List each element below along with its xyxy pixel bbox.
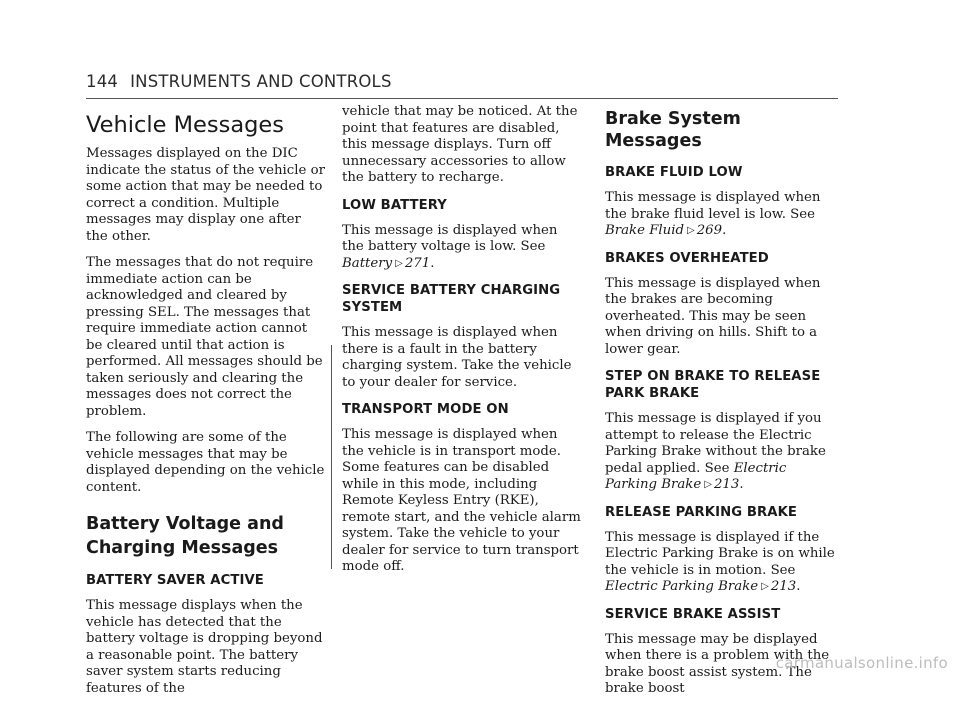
message-heading-service-battery-charging: SERVICE BATTERY CHARGING SYSTEM bbox=[342, 283, 561, 315]
paragraph: This message is displayed when the battery voltage is low. See Battery ▷ 271. bbox=[342, 222, 558, 271]
section-heading-vehicle-messages: Vehicle Messages bbox=[86, 112, 284, 138]
message-heading-brakes-overheated: BRAKES OVERHEATED bbox=[605, 250, 769, 266]
paragraph: Messages displayed on the DIC indicate the status of the vehicle or some action that may be needed to correct a condition. Multiple messages may display one after the other. bbox=[86, 146, 325, 244]
cross-reference-page[interactable]: 269 bbox=[696, 223, 723, 238]
page-ref-arrow-icon: ▷ bbox=[761, 581, 769, 592]
paragraph: This message is displayed when there is a fault in the battery charging system. Take the vehicle to your dealer for service. bbox=[342, 325, 572, 390]
cross-reference-page[interactable]: 213 bbox=[770, 579, 797, 594]
section-heading-brake-system: Brake System Messages bbox=[605, 109, 741, 151]
page-header bbox=[86, 72, 392, 91]
cross-reference-link[interactable]: Brake Fluid bbox=[605, 223, 685, 238]
paragraph: This message is displayed if the Electric Parking Brake is on while the vehicle is in motion. See Electric Parking Brake ▷ 213. bbox=[605, 529, 835, 594]
paragraph: This message is displayed if you attempt to release the Electric Parking Brake without the brake pedal applied. See Electric Parking Brake ▷ 213. bbox=[605, 411, 826, 492]
message-heading-brake-fluid-low: BRAKE FLUID LOW bbox=[605, 165, 743, 180]
paragraph: The messages that do not require immediate action can be acknowledged and cleared by pressing SEL. The messages that require immediate action cannot be cleared until that action is performed. All messages should be taken seriously and clearing the messages does not correct the problem. bbox=[86, 255, 323, 419]
message-heading-low-battery: LOW BATTERY bbox=[342, 197, 447, 213]
message-heading-release-parking-brake: RELEASE PARKING BRAKE bbox=[605, 504, 798, 520]
paragraph: This message displays when the vehicle has detected that the battery voltage is dropping beyond a reasonable point. The battery saver system starts reducing features of the bbox=[86, 598, 323, 696]
cross-reference-page[interactable]: 271 bbox=[404, 255, 431, 271]
column-2 bbox=[342, 104, 582, 586]
message-heading-service-brake-assist: SERVICE BRAKE ASSIST bbox=[605, 606, 781, 622]
column-1 bbox=[86, 104, 326, 707]
cross-reference-link[interactable]: Battery bbox=[342, 255, 393, 271]
paragraph: This message is displayed when the brake fluid level is low. See Brake Fluid ▷ 269. bbox=[605, 190, 821, 238]
page-number: 144 bbox=[86, 72, 119, 91]
page-ref-arrow-icon: ▷ bbox=[687, 225, 695, 236]
paragraph: vehicle that may be noticed. At the point that features are disabled, this message displays. Turn off unnecessary accessories to allow the battery to recharge. bbox=[342, 104, 578, 185]
message-heading-transport-mode: TRANSPORT MODE ON bbox=[342, 402, 509, 417]
page-ref-arrow-icon: ▷ bbox=[395, 257, 403, 269]
header-rule bbox=[86, 98, 838, 99]
message-heading-step-on-brake: STEP ON BRAKE TO RELEASE PARK BRAKE bbox=[605, 369, 821, 401]
cross-reference-page[interactable]: 213 bbox=[713, 477, 740, 492]
page-ref-arrow-icon: ▷ bbox=[704, 479, 712, 490]
message-heading-battery-saver: BATTERY SAVER ACTIVE bbox=[86, 573, 264, 588]
watermark: carmanualsonline.info bbox=[775, 654, 948, 672]
paragraph: This message may be displayed when there is a problem with the brake boost assist system. The brake boost bbox=[605, 631, 830, 696]
column-divider bbox=[331, 345, 332, 569]
section-heading-battery-voltage: Battery Voltage and Charging Messages bbox=[86, 514, 284, 558]
paragraph: This message is displayed when the vehicle is in transport mode. Some features can be disabled while in this mode, including Remote Keyless Entry (RKE), remote start, and the vehicle alarm system. Take the vehicle to your dealer for service to turn transport mode off. bbox=[342, 427, 581, 574]
paragraph: This message is displayed when the brakes are becoming overheated. This may be seen when driving on hills. Shift to a lower gear. bbox=[605, 275, 821, 357]
cross-reference-link[interactable]: Electric Parking Brake bbox=[605, 579, 759, 594]
section-title: INSTRUMENTS AND CONTROLS bbox=[130, 72, 392, 91]
column-3 bbox=[605, 104, 841, 708]
paragraph: The following are some of the vehicle messages that may be displayed depending on the vehicle content. bbox=[86, 430, 325, 495]
cross-reference-link[interactable]: Electric Parking Brake bbox=[605, 460, 787, 492]
